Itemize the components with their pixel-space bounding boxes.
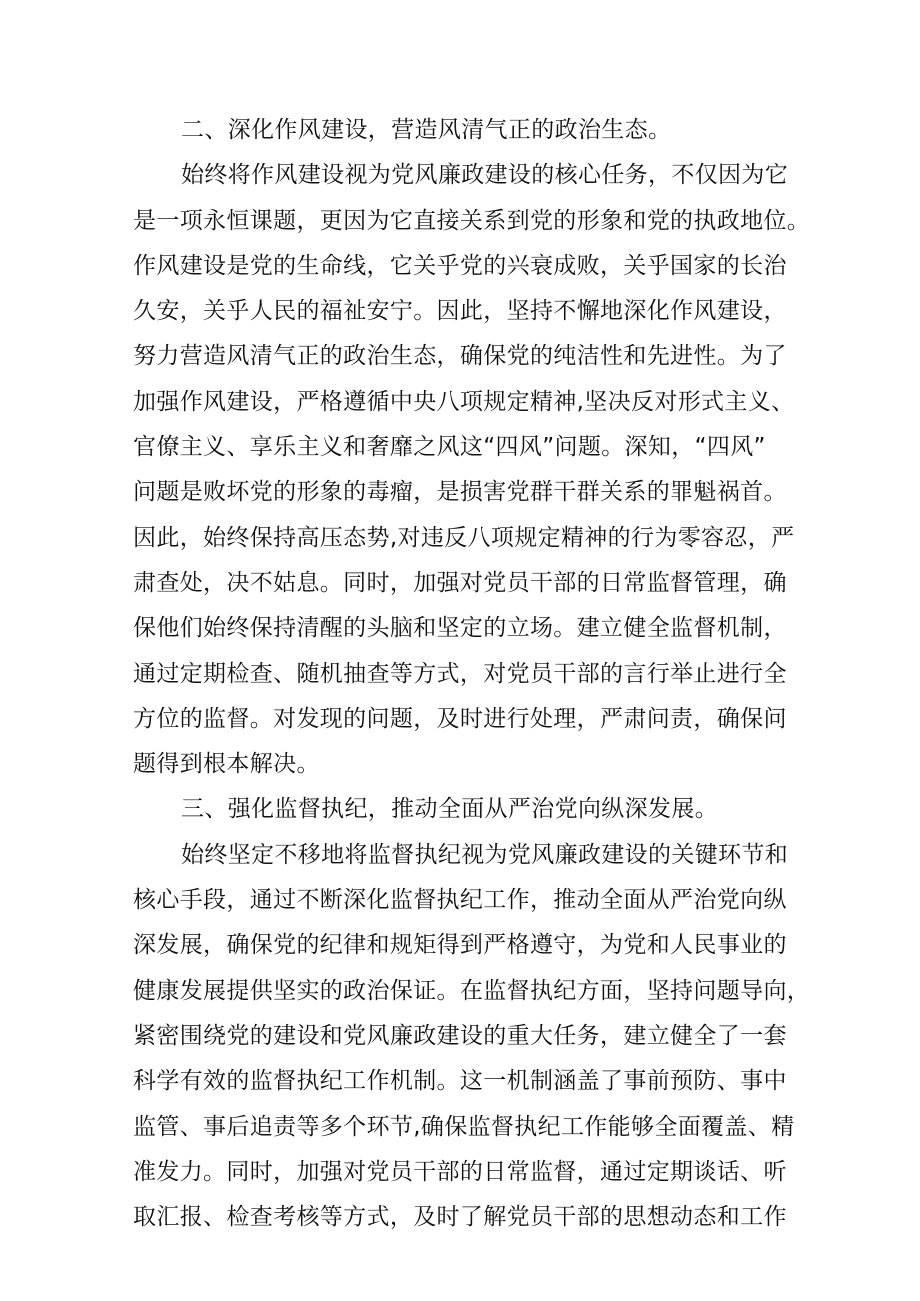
text-line: 官僚主义、享乐主义和奢靡之风这“四风”问题。深知，“四风” [133,434,766,461]
text-line: 始终坚定不移地将监督执纪视为党风廉政建设的关键环节和 [181,841,789,868]
text-line: 保他们始终保持清醒的头脑和坚定的立场。建立健全监督机制， [133,615,787,642]
document-body [133,108,811,1240]
text-line: 问题是败坏党的形象的毒瘤，是损害党群干群关系的罪魁祸首。 [133,479,787,506]
text-line: 加强作风建设，严格遵循中央八项规定精神,坚决反对形式主义、 [133,388,795,415]
text-line: 深发展，确保党的纪律和规矩得到严格遵守，为党和人民事业的 [133,932,787,959]
text-line: 方位的监督。对发现的问题，及时进行处理，严肃问责，确保问 [133,705,787,732]
text-line: 核心手段，通过不断深化监督执纪工作，推动全面从严治党向纵 [133,887,787,914]
text-line: 是一项永恒课题，更因为它直接关系到党的形象和党的执政地位。 [133,207,811,234]
text-line: 二、深化作风建设，营造风清气正的政治生态。 [181,117,672,143]
text-line: 努力营造风清气正的政治生态，确保党的纯洁性和先进性。为了 [133,343,787,370]
text-line: 监管、事后追责等多个环节,确保监督执纪工作能够全面覆盖、精 [133,1113,795,1140]
text-line: 准发力。同时，加强对党员干部的日常监督，通过定期谈话、听 [133,1158,787,1185]
text-line: 通过定期检查、随机抽查等方式，对党员干部的言行举止进行全 [133,660,787,687]
text-line: 久安，关乎人民的福祉安宁。因此，坚持不懈地深化作风建设， [133,298,787,325]
text-line: 三、强化监督执纪，推动全面从严治党向纵深发展。 [181,796,719,823]
text-line: 因此，始终保持高压态势,对违反八项规定精神的行为零容忍，严 [133,524,795,551]
text-line: 健康发展提供坚实的政治保证。在监督执纪方面，坚持问题导向， [133,977,811,1004]
text-line: 紧密围绕党的建设和党风廉政建设的重大任务，建立健全了一套 [133,1022,787,1049]
text-line: 取汇报、检查考核等方式，及时了解党员干部的思想动态和工作 [133,1204,787,1231]
text-line: 题得到根本解决。 [133,751,320,778]
text-line: 始终将作风建设视为党风廉政建设的核心任务，不仅因为它 [181,162,789,189]
text-line: 科学有效的监督执纪工作机制。这一机制涵盖了事前预防、事中 [133,1068,787,1095]
text-line: 肃查处，决不姑息。同时，加强对党员干部的日常监督管理，确 [133,569,787,596]
text-line: 作风建设是党的生命线，它关乎党的兴衰成败，关乎国家的长治 [133,252,787,279]
